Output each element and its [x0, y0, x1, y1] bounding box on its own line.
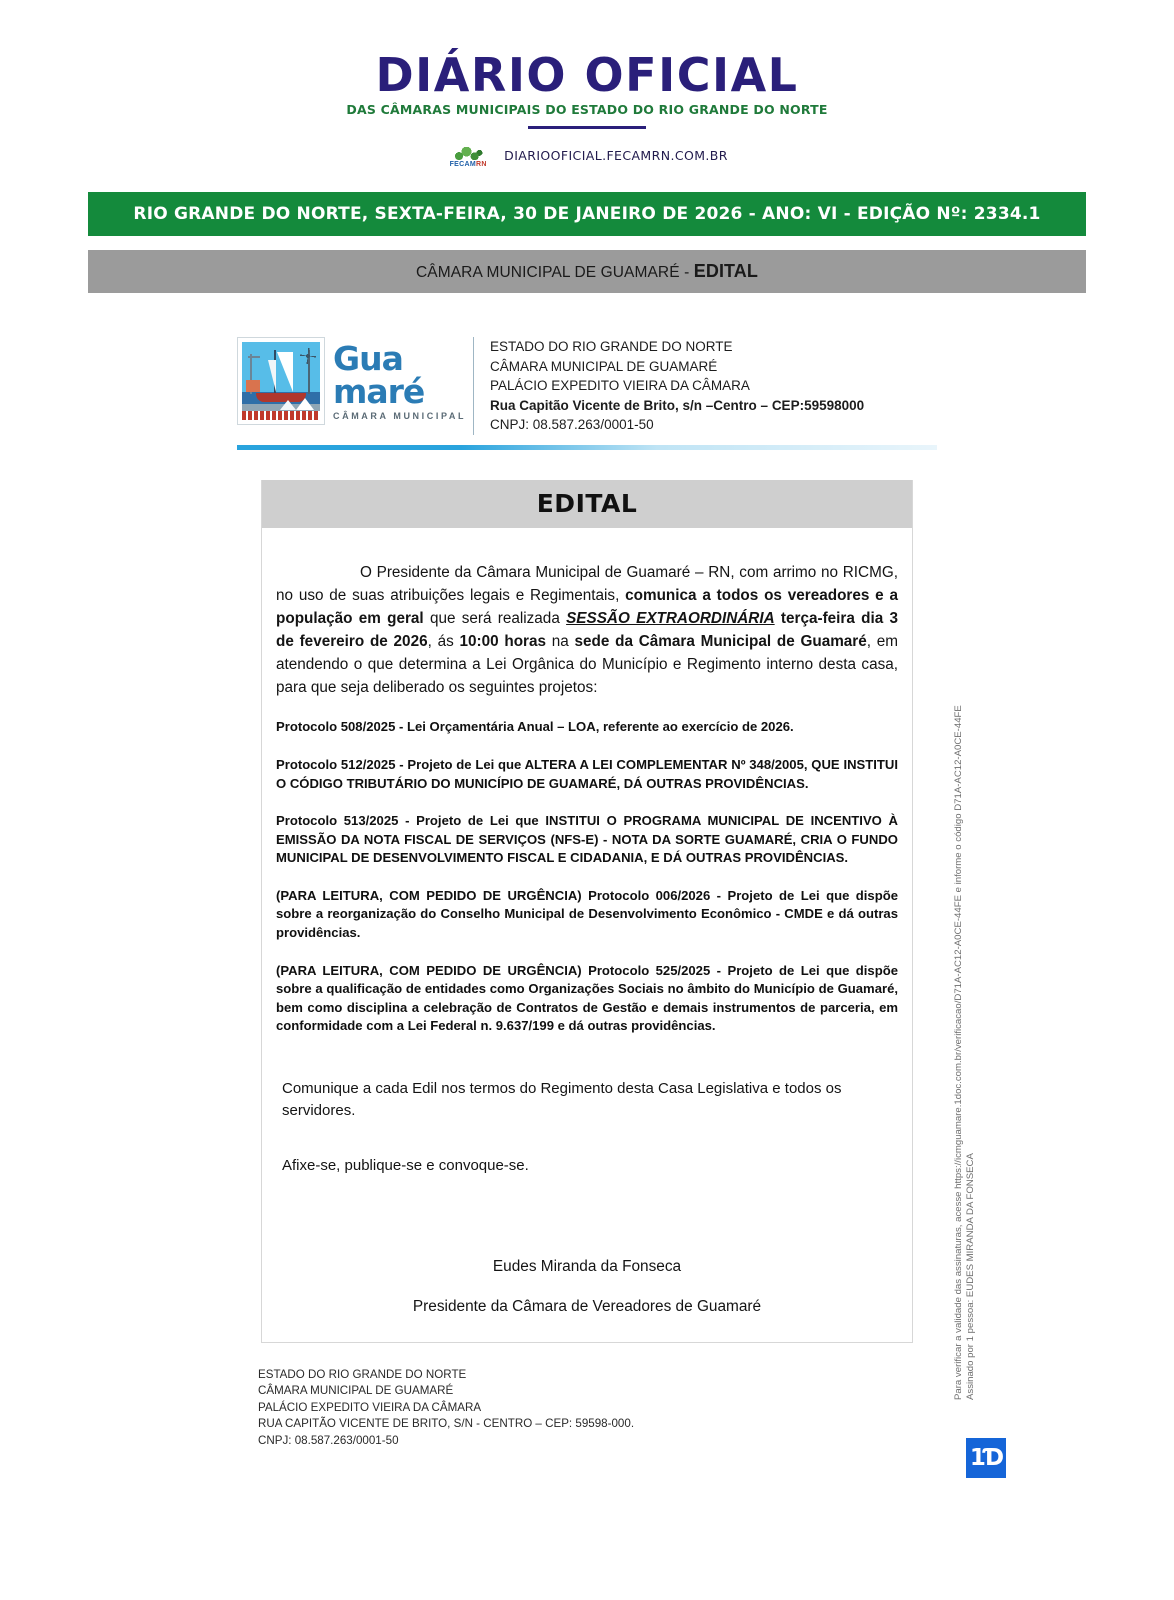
footer-line-1: ESTADO DO RIO GRANDE DO NORTE: [258, 1367, 467, 1381]
address-cnpj: CNPJ: 08.587.263/0001-50: [490, 417, 654, 433]
footer-address: [258, 1367, 1174, 1449]
lead-bold-4: sede da Câmara Municipal de Guamaré: [574, 632, 867, 650]
closing-paragraph-1: Comunique a cada Edil nos termos do Regimento desta Casa Legislativa e todos os servidores.: [282, 1079, 842, 1120]
edition-banner: RIO GRANDE DO NORTE, SEXTA-FEIRA, 30 DE JANEIRO DE 2026 - ANO: VI - EDIÇÃO Nº: 2334.1: [88, 192, 1086, 236]
edital-body: [262, 528, 912, 1342]
protocol-item: Protocolo 512/2025 - Projeto de Lei que ALTERA A LEI COMPLEMENTAR Nº 348/2005, QUE INSTITUI O CÓDIGO TRIBUTÁRIO DO MUNICÍPIO DE GUAMARÉ, DÁ OUTRAS PROVIDÊNCIAS.: [276, 757, 898, 791]
fecamrn-logo-text-rn: RN: [476, 161, 487, 168]
lead-bold-2: terça-feira dia 3 de fevereiro de 2026: [276, 609, 899, 650]
address-line-1: ESTADO DO RIO GRANDE DO NORTE: [490, 339, 733, 354]
lead-bold-1: comunica a todos os vereadores e a população em geral: [276, 586, 898, 627]
letterhead-address: [490, 337, 864, 435]
edital-lead-paragraph: [276, 562, 898, 700]
section-banner: [88, 250, 1086, 293]
address-line-3: PALÁCIO EXPEDITO VIEIRA DA CÂMARA: [490, 378, 750, 394]
fecamrn-logo-text: FECAM: [449, 161, 476, 168]
footer-line-4: RUA CAPITÃO VICENTE DE BRITO, S/N - CENTRO – CEP: 59598-000.: [258, 1417, 635, 1431]
lead-part-4: , ás: [427, 632, 460, 650]
protocol-item: (PARA LEITURA, COM PEDIDO DE URGÊNCIA) Protocolo 525/2025 - Projeto de Lei que dispõe sobre a qualificação de entidades como Organizações Sociais no âmbito do Município de Guamaré, bem como disciplina a celebração de Contratos de Gestão e demais instrumentos de parceria, em conformidade com a Lei Federal n. 9.637/199 e dá outras providências.: [276, 962, 898, 1034]
lead-part-5: na: [546, 632, 575, 650]
section-banner-prefix: CÂMARA MUNICIPAL DE GUAMARÉ -: [416, 264, 694, 281]
guamare-wordmark: [333, 338, 467, 421]
protocol-item: Protocolo 508/2025 - Lei Orçamentária Anual – LOA, referente ao exercício de 2026.: [276, 719, 794, 735]
fecamrn-logo-icon: [446, 142, 490, 168]
letterhead-divider: [473, 337, 474, 435]
footer-line-5: CNPJ: 08.587.263/0001-50: [258, 1433, 399, 1447]
address-line-2: CÂMARA MUNICIPAL DE GUAMARÉ: [490, 358, 718, 374]
signature-verification-strip: [954, 620, 988, 1400]
masthead: [0, 0, 1174, 168]
wordmark-line-1: Gua: [333, 338, 403, 378]
masthead-website: DIARIOOFICIAL.FECAMRN.COM.BR: [504, 147, 728, 163]
letterhead: [0, 337, 1174, 435]
onedoc-logo-text: 1Ɗ: [969, 1445, 1003, 1471]
footer-line-3: PALÁCIO EXPEDITO VIEIRA DA CÂMARA: [258, 1400, 482, 1414]
signature-strip-line-1: Assinado por 1 pessoa: EUDES MIRANDA DA FONSECA: [965, 1153, 976, 1400]
onedoc-logo-icon: [966, 1438, 1006, 1478]
protocol-item: (PARA LEITURA, COM PEDIDO DE URGÊNCIA) Protocolo 006/2026 - Projeto de Lei que dispõe sobre a reorganização do Conselho Municipal de Desenvolvimento Econômico - CMDE e dá outras providências.: [276, 887, 898, 941]
signature-strip-line-2: Para verificar a validade das assinaturas, acesse https://icmguamare.1doc.com.br/verificacao/D71A-AC12-A0CE-44FE e informe o código D71A-AC12-A0CE-44FE: [953, 705, 964, 1400]
masthead-website-row: [0, 142, 1174, 168]
lead-part-1: O Presidente da Câmara Municipal de Guamaré – RN, com arrimo no RICMG, no uso de suas atribuições legais e Regimentais,: [276, 563, 898, 604]
wordmark-line-2: maré: [333, 371, 425, 411]
masthead-subtitle: DAS CÂMARAS MUNICIPAIS DO ESTADO DO RIO GRANDE DO NORTE: [346, 102, 828, 117]
masthead-title: DIÁRIO OFICIAL: [375, 48, 799, 102]
edital-card: [261, 480, 913, 1343]
lead-bold-3: 10:00 horas: [459, 632, 547, 650]
lead-underline-1: SESSÃO EXTRAORDINÁRIA: [566, 609, 775, 627]
lead-part-6: , em atendendo o que determina a Lei Orgânica do Município e Regimento interno desta casa, para que seja deliberado os seguintes projetos:: [276, 632, 899, 696]
protocol-item: Protocolo 513/2025 - Projeto de Lei que INSTITUI O PROGRAMA MUNICIPAL DE INCENTIVO À EMISSÃO DA NOTA FISCAL DE SERVIÇOS (NFS-E) - NOTA DA SORTE GUAMARÉ, CRIA O FUNDO MUNICIPAL DE DESENVOLVIMENTO FISCAL E CIDADANIA, E DÁ OUTRAS PROVIDÊNCIAS.: [276, 813, 898, 866]
masthead-divider: [528, 126, 646, 129]
address-street: Rua Capitão Vicente de Brito, s/n –Centro – CEP:59598000: [490, 397, 865, 413]
fecamrn-leaf-icon: [453, 147, 483, 160]
section-banner-label: EDITAL: [693, 261, 758, 281]
closing-paragraph-2: Afixe-se, publique-se e convoque-se.: [282, 1156, 529, 1174]
letterhead-rule: [237, 445, 937, 450]
lead-part-2: que será realizada: [423, 609, 567, 627]
guamare-emblem-icon: [237, 337, 325, 425]
signature-name: Eudes Miranda da Fonseca: [492, 1257, 682, 1275]
edital-heading: EDITAL: [262, 480, 912, 528]
signature-title: Presidente da Câmara de Vereadores de Guamaré: [412, 1297, 762, 1315]
footer-line-2: CÂMARA MUNICIPAL DE GUAMARÉ: [258, 1384, 454, 1398]
guamare-logo: [237, 337, 467, 425]
wordmark-subtitle: CÂMARA MUNICIPAL: [333, 410, 467, 421]
